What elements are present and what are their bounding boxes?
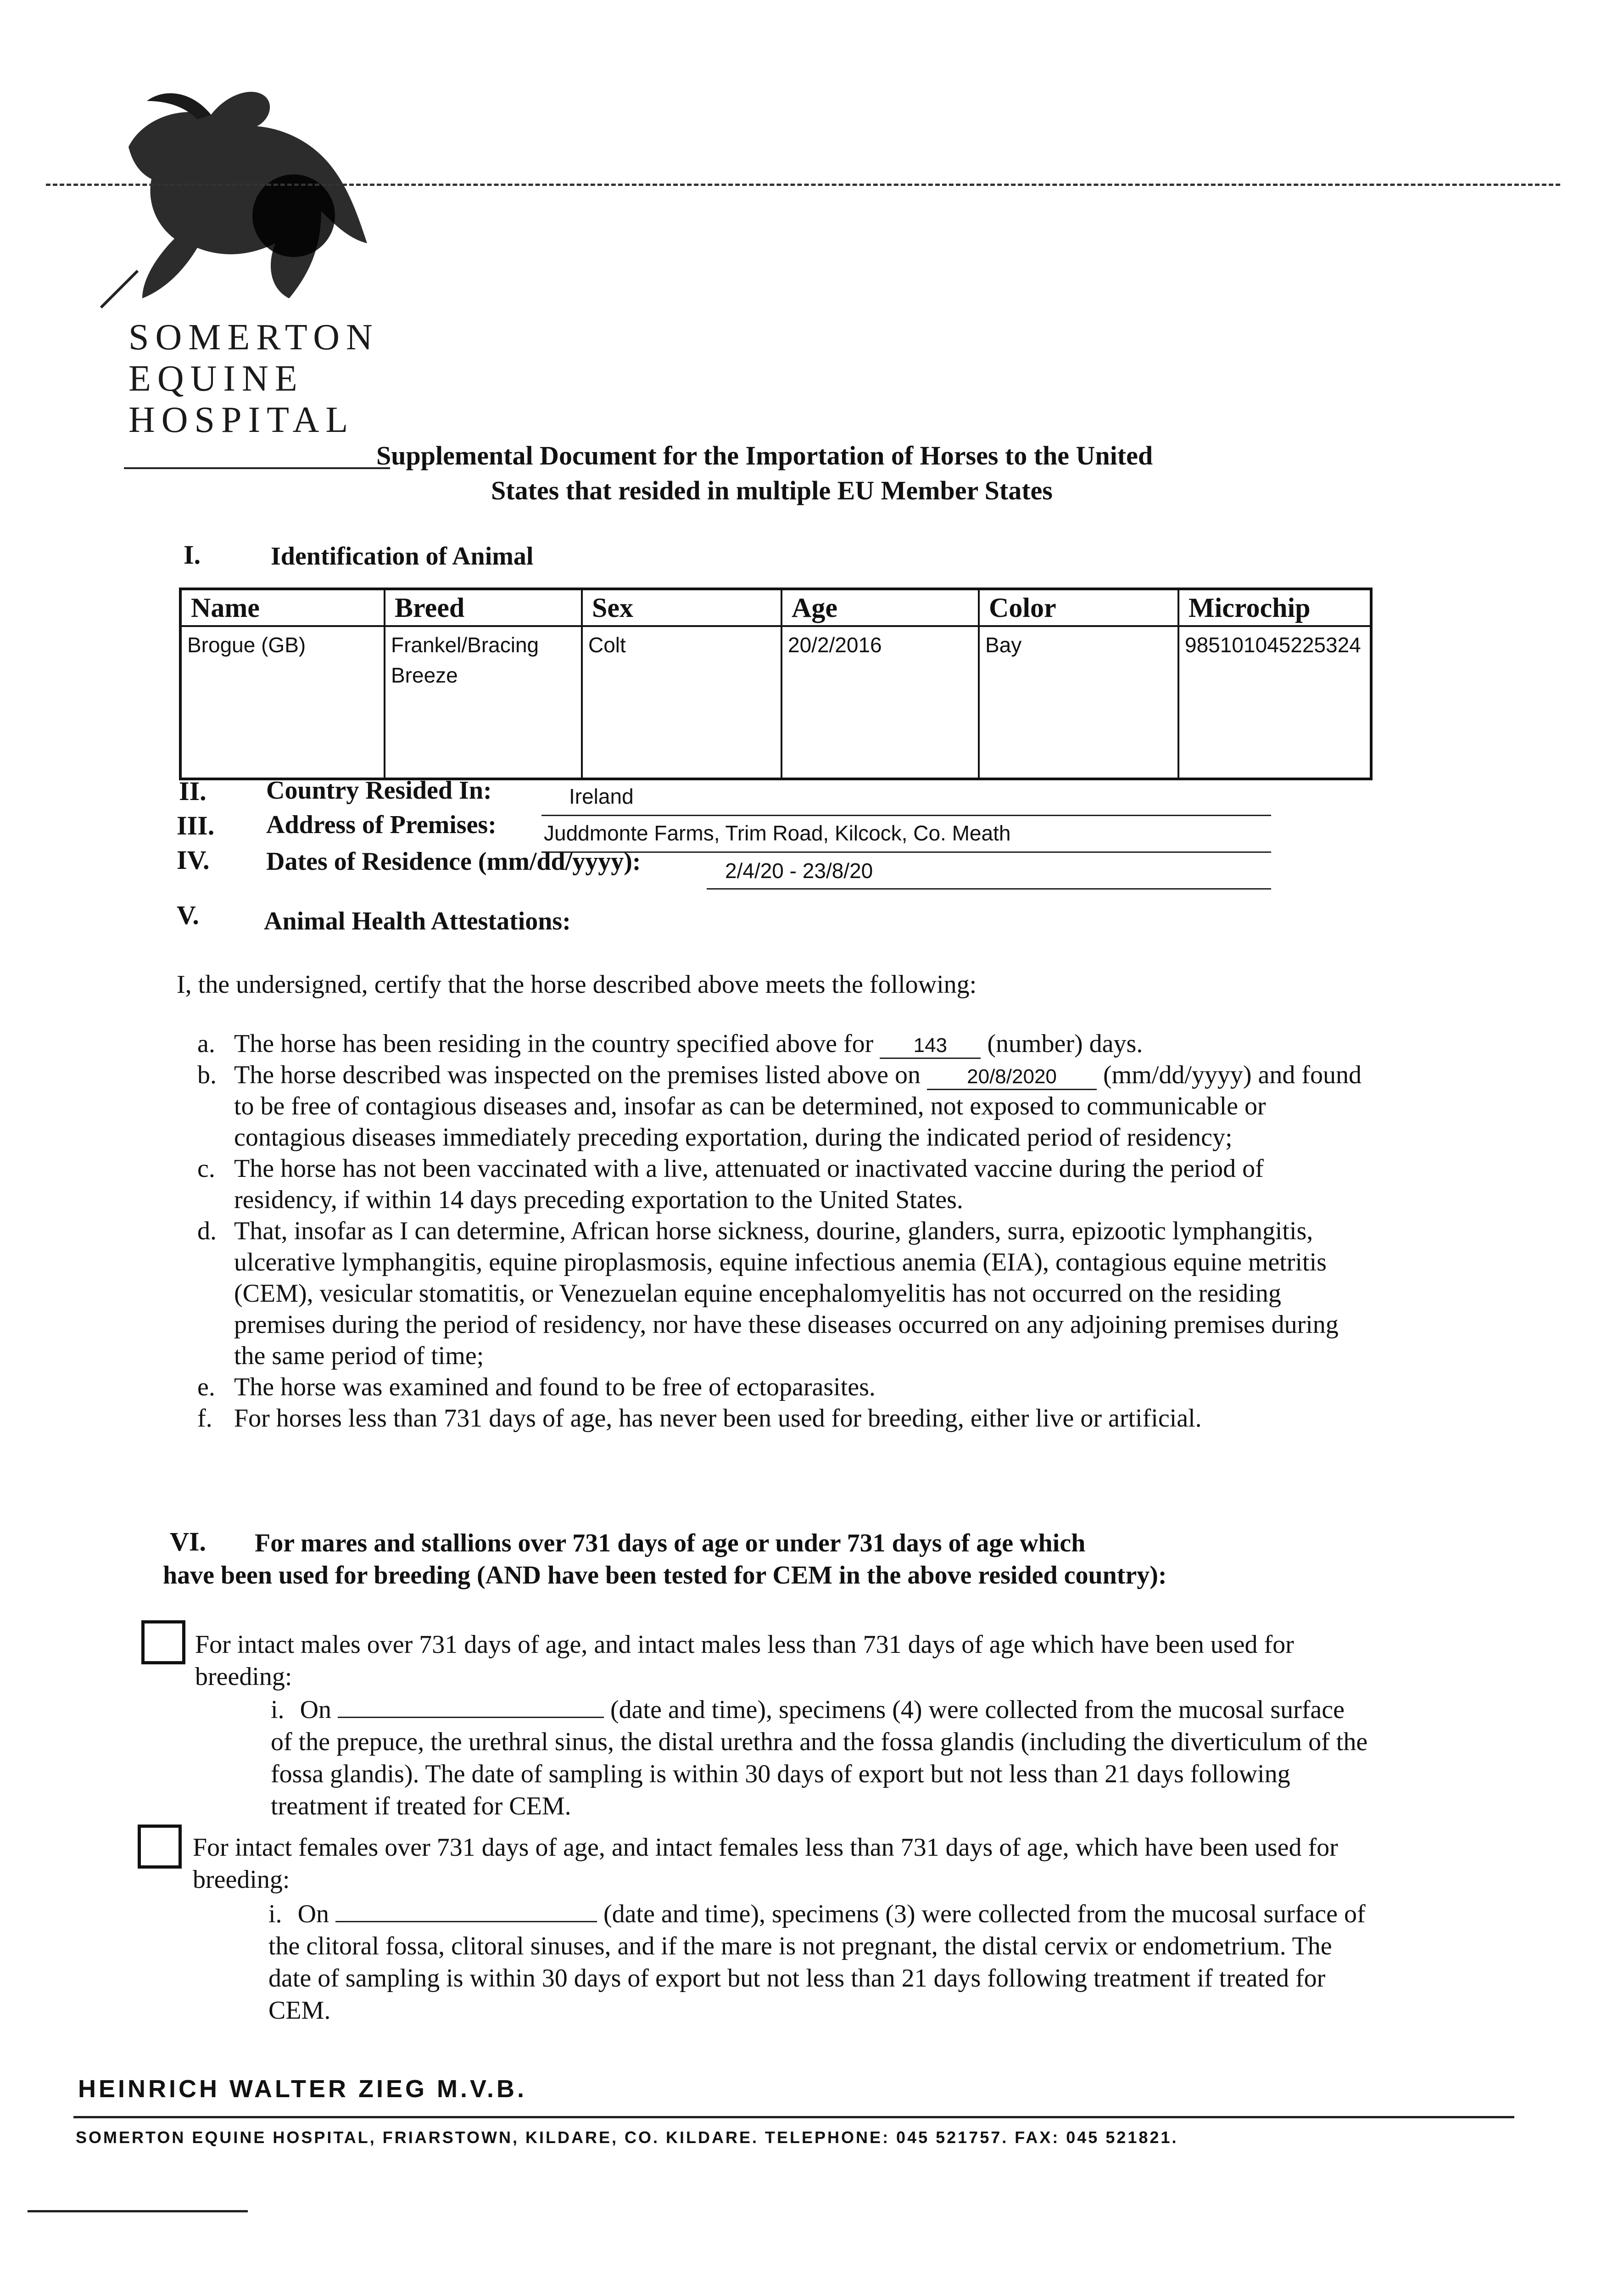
dates-underline (707, 888, 1271, 890)
attestation-letter-c: c. (197, 1154, 215, 1183)
attestation-intro: I, the undersigned, certify that the horse described above meets the following: (177, 970, 977, 999)
table-header-color: Color (979, 589, 1178, 626)
intact-males-item (271, 1694, 1372, 1822)
intact-males-heading: For intact males over 731 days of age, and intact males less than 731 days of age which have been used for breeding: (195, 1630, 1294, 1691)
section-6-number: VI. (170, 1527, 206, 1556)
section-4-number: IV. (177, 845, 210, 875)
attestation-letter-b: b. (197, 1061, 217, 1089)
logo-line-somerton: SOMERTON (128, 317, 379, 358)
males-sampling-date-field[interactable] (338, 1717, 604, 1718)
cell-age: 20/2/2016 (781, 626, 979, 779)
attestation-c-text: The horse has not been vaccinated with a live, attenuated or inactivated vaccine during the period of residency, if within 14 days preceding exportation to the United States. (234, 1154, 1264, 1214)
attestation-item-c (197, 1153, 1372, 1215)
cell-breed: Frankel/Bracing Breeze (385, 626, 582, 779)
cell-name: Brogue (GB) (180, 626, 385, 779)
cell-sex: Colt (582, 626, 781, 779)
intact-females-heading: For intact females over 731 days of age, and intact females less than 731 days of age, which have been used for breeding: (193, 1833, 1338, 1894)
intact-males-checkbox[interactable] (141, 1620, 185, 1664)
footer-short-rule (28, 2210, 248, 2212)
table-row (180, 626, 1371, 779)
attestation-item-d (197, 1215, 1372, 1371)
attestation-b-text: The horse described was inspected on the premises listed above on (234, 1061, 921, 1089)
section-5-number: V. (177, 900, 199, 930)
attestation-item-f (197, 1403, 1372, 1434)
section-2-number: II. (179, 776, 206, 806)
section-6-title-line-1: For mares and stallions over 731 days of age or under 731 days of age which (255, 1529, 1086, 1557)
logo-line-hospital: HOSPITAL (128, 400, 355, 440)
attestation-list (197, 1028, 1372, 1434)
country-underline (541, 815, 1271, 816)
attestation-item-e (197, 1371, 1372, 1403)
section-4-label: Dates of Residence (mm/dd/yyyy): (266, 847, 641, 876)
title-line-2: States that resided in multiple EU Member States (491, 476, 1053, 505)
cell-microchip: 985101045225324 (1178, 626, 1371, 779)
section-3-number: III. (177, 811, 215, 840)
footer-divider (73, 2116, 1514, 2118)
address-underline (541, 851, 1271, 853)
attestation-item-a (197, 1028, 1372, 1059)
males-item-numeral: i. (271, 1696, 285, 1724)
attestation-e-text: The horse was examined and found to be free of ectoparasites. (234, 1373, 876, 1401)
attestation-f-text: For horses less than 731 days of age, has never been used for breeding, either live or artificial. (234, 1404, 1202, 1433)
table-header-name: Name (180, 589, 385, 626)
table-header-sex: Sex (582, 589, 781, 626)
residence-days-field: 143 (880, 1034, 981, 1059)
intact-females-checkbox[interactable] (138, 1825, 182, 1869)
title-underline (124, 467, 390, 469)
attestation-a-text: The horse has been residing in the country specified above for (234, 1030, 874, 1058)
attestation-letter-e: e. (197, 1373, 215, 1401)
table-header-microchip: Microchip (1178, 589, 1371, 626)
section-5-title: Animal Health Attestations: (264, 907, 571, 935)
attestation-d-text: That, insofar as I can determine, African horse sickness, dourine, glanders, surra, epizootic lymphangitis, ulcerative lymphangitis, equine piroplasmosis, equine infectious anemia (EIA), contagious equine metritis (CEM), vesicular stomatitis, or Venezuelan equine encephalomyelitis has not occurred on the residing premises during the period of residency, nor have these diseases occurred on any adjoining premises during the same period of time; (234, 1217, 1339, 1370)
attestation-letter-d: d. (197, 1217, 217, 1245)
section-2-label: Country Resided In: (266, 776, 492, 805)
address-premises-value: Juddmonte Farms, Trim Road, Kilcock, Co. Meath (544, 821, 1011, 845)
males-on-label: On (300, 1696, 332, 1724)
veterinarian-name: HEINRICH WALTER ZIEG M.V.B. (78, 2075, 527, 2103)
females-sampling-date-field[interactable] (335, 1921, 597, 1922)
females-sampling-text: (date and time), specimens (3) were collected from the mucosal surface of the clitoral fossa, clitoral sinuses, and if the mare is not pregnant, the distal cervix or endometrium. The date of sampling is within 30 days of export but not less than 21 days following treatment if treated for CEM. (268, 1900, 1366, 2025)
section-3-label: Address of Premises: (266, 811, 497, 839)
females-on-label: On (297, 1900, 329, 1928)
country-resided-value: Ireland (569, 784, 634, 808)
header-divider (46, 184, 1560, 186)
females-item-numeral: i. (268, 1900, 282, 1928)
table-header-breed: Breed (385, 589, 582, 626)
cell-color: Bay (979, 626, 1178, 779)
title-line-1: Supplemental Document for the Importation of Horses to the United (376, 441, 1153, 470)
logo-line-equine: EQUINE (128, 358, 304, 399)
table-header-row (180, 589, 1371, 626)
attestation-letter-f: f. (197, 1404, 212, 1433)
attestation-a-suffix: (number) days. (987, 1030, 1143, 1058)
document-title (376, 438, 1386, 508)
inspection-date-field: 20/8/2020 (927, 1065, 1097, 1090)
males-sampling-text: (date and time), specimens (4) were collected from the mucosal surface of the prepuce, the urethral sinus, the distal urethra and the fossa glandis (including the diverticulum of the fossa glandis). The date of sampling is within 30 days of export but not less than 21 days following treatment if treated for CEM. (271, 1696, 1368, 1820)
animal-identification-table (179, 588, 1373, 780)
attestation-letter-a: a. (197, 1030, 215, 1058)
section-6-title-line-2: have been used for breeding (AND have been tested for CEM in the above resided country): (163, 1561, 1167, 1590)
intact-females-item (268, 1898, 1374, 2026)
hospital-address: SOMERTON EQUINE HOSPITAL, FRIARSTOWN, KILDARE, CO. KILDARE. TELEPHONE: 045 521757. FAX: 045 521821. (76, 2128, 1178, 2147)
section-1-title: Identification of Animal (271, 542, 534, 571)
section-1-number: I. (184, 540, 201, 570)
table-header-age: Age (781, 589, 979, 626)
dates-residence-value: 2/4/20 - 23/8/20 (725, 859, 873, 883)
attestation-b-suffix: (mm/dd/yyyy) and found to be free of contagious diseases and, insofar as can be determined, not exposed to communicable or contagious diseases immediately preceding exportation, during the indicated period of residency; (234, 1061, 1362, 1152)
attestation-item-b (197, 1059, 1372, 1153)
